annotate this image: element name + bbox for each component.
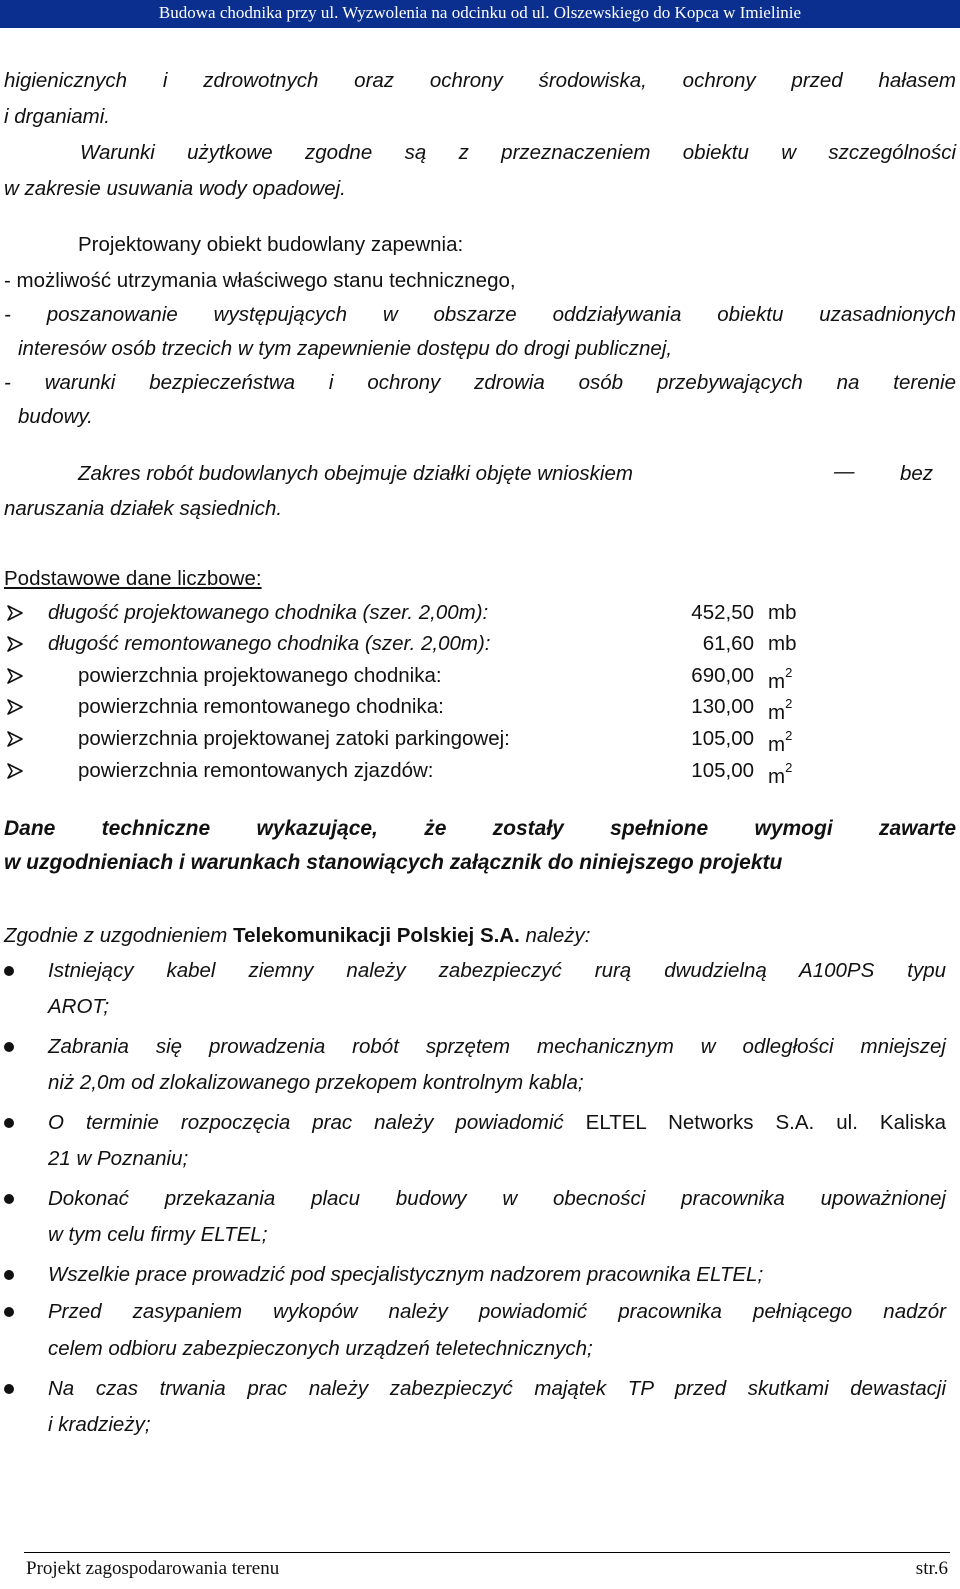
scope-line-1 [78,461,956,487]
telekom-intro: Zgodnie z uzgodnieniem Telekomunikacji Polskiej S.A. należy: [4,924,591,947]
technical-line-1: Dane techniczne wykazujące, że zostały spełnione wymogi zawarte [4,817,956,840]
telekom-bullet-7-line-1: Na czas trwania prac należy zabezpieczyć majątek TP przed skutkami dewastacji [48,1377,946,1400]
basic-data-value: 105,00 [691,759,754,782]
arrow-bullet-icon [6,730,24,748]
telekom-bullet-3-line-1: O terminie rozpoczęcia prac należy powiadomić ELTEL Networks S.A. ul. Kaliska [48,1111,946,1134]
basic-data-heading: Podstawowe dane liczbowe: [4,567,262,590]
intro-line-4: w zakresie usuwania wody opadowej. [4,177,346,200]
page-number: str.6 [915,1558,948,1579]
basic-data-unit: $m^2$ [768,728,793,756]
guarantee-line-2: - poszanowanie występujących w obszarze oddziaływania obiektu uzasadnionych [4,303,956,326]
basic-data-label: długość projektowanego chodnika (szer. 2,00m): [48,601,489,624]
telekom-bullet-6-line-2: celem odbioru zabezpieczonych urządzeń teletechnicznych; [48,1337,593,1360]
footer-divider [24,1552,950,1553]
basic-data-unit: $m^2$ [768,760,793,788]
telekom-bullet-4-line-1: Dokonać przekazania placu budowy w obecności pracownika upoważnionej [48,1187,946,1210]
guarantee-line-3: interesów osób trzecich w tym zapewnienie dostępu do drogi publicznej, [18,337,673,360]
arrow-bullet-icon [6,635,24,653]
telekom-bullet-1-line-2: AROT; [48,995,110,1018]
bullet-icon [4,1307,14,1317]
basic-data-label: powierzchnia projektowanego chodnika: [78,664,442,687]
basic-data-label: powierzchnia remontowanego chodnika: [78,695,444,718]
arrow-bullet-icon [6,667,24,685]
basic-data-value: 690,00 [691,664,754,687]
basic-data-value: 105,00 [691,727,754,750]
scope-end: bez [900,462,934,485]
basic-data-unit: mb [768,632,797,655]
scope-dash: — [834,460,855,483]
guarantee-line-4: - warunki bezpieczeństwa i ochrony zdrowia osób przebywających na terenie [4,371,956,394]
arrow-bullet-icon [6,698,24,716]
basic-data-unit: $m^2$ [768,696,793,724]
telekom-bullet-1-line-1: Istniejący kabel ziemny należy zabezpieczyć rurą dwudzielną A100PS typu [48,959,946,982]
guarantee-line-5: budowy. [18,405,93,428]
technical-line-2: w uzgodnieniach i warunkach stanowiących załącznik do niniejszego projektu [4,851,783,874]
bullet-icon [4,1042,14,1052]
basic-data-value: 130,00 [691,695,754,718]
basic-data-value: 61,60 [702,632,754,655]
telekom-company: Telekomunikacji Polskiej S.A. [233,924,520,947]
telekom-bullet-6-line-1: Przed zasypaniem wykopów należy powiadomić pracownika pełniącego nadzór [48,1300,946,1323]
guarantees-heading: Projektowany obiekt budowlany zapewnia: [78,233,464,256]
intro-line-3: Warunki użytkowe zgodne są z przeznaczeniem obiektu w szczególności [80,141,956,164]
bullet-icon [4,1118,14,1128]
basic-data-label: powierzchnia projektowanej zatoki parkingowej: [78,727,510,750]
intro-line-1: higienicznych i zdrowotnych oraz ochrony środowiska, ochrony przed hałasem [4,69,956,92]
bullet-icon [4,1194,14,1204]
telekom-bullet-5-line-1: Wszelkie prace prowadzić pod specjalistycznym nadzorem pracownika ELTEL; [48,1263,764,1286]
page-header [0,0,960,28]
arrow-bullet-icon [6,762,24,780]
bullet-icon [4,1384,14,1394]
header-title: Budowa chodnika przy ul. Wyzwolenia na odcinku od ul. Olszewskiego do Kopca w Imielinie [158,3,802,22]
telekom-bullet-7-line-2: i kradzieży; [48,1413,151,1436]
basic-data-label: długość remontowanego chodnika (szer. 2,00m): [48,632,491,655]
basic-data-value: 452,50 [691,601,754,624]
intro-line-2: i drganiami. [4,105,110,128]
basic-data-label: powierzchnia remontowanych zjazdów: [78,759,434,782]
bullet-icon [4,966,14,976]
guarantee-line-1: - możliwość utrzymania właściwego stanu technicznego, [4,269,516,292]
telekom-bullet-2-line-2: niż 2,0m od zlokalizowanego przekopem kontrolnym kabla; [48,1071,584,1094]
bullet-icon [4,1270,14,1280]
footer-title: Projekt zagospodarowania terenu [26,1558,280,1579]
telekom-bullet-4-line-2: w tym celu firmy ELTEL; [48,1223,268,1246]
basic-data-unit: $m^2$ [768,665,793,693]
telekom-bullet-2-line-1: Zabrania się prowadzenia robót sprzętem mechanicznym w odległości mniejszej [48,1035,946,1058]
telekom-bullet-3-line-2: 21 w Poznaniu; [48,1147,189,1170]
scope-text: Zakres robót budowlanych obejmuje działki objęte wnioskiem [78,462,633,485]
basic-data-unit: mb [768,601,797,624]
arrow-bullet-icon [6,604,24,622]
scope-line-2: naruszania działek sąsiednich. [4,497,283,520]
